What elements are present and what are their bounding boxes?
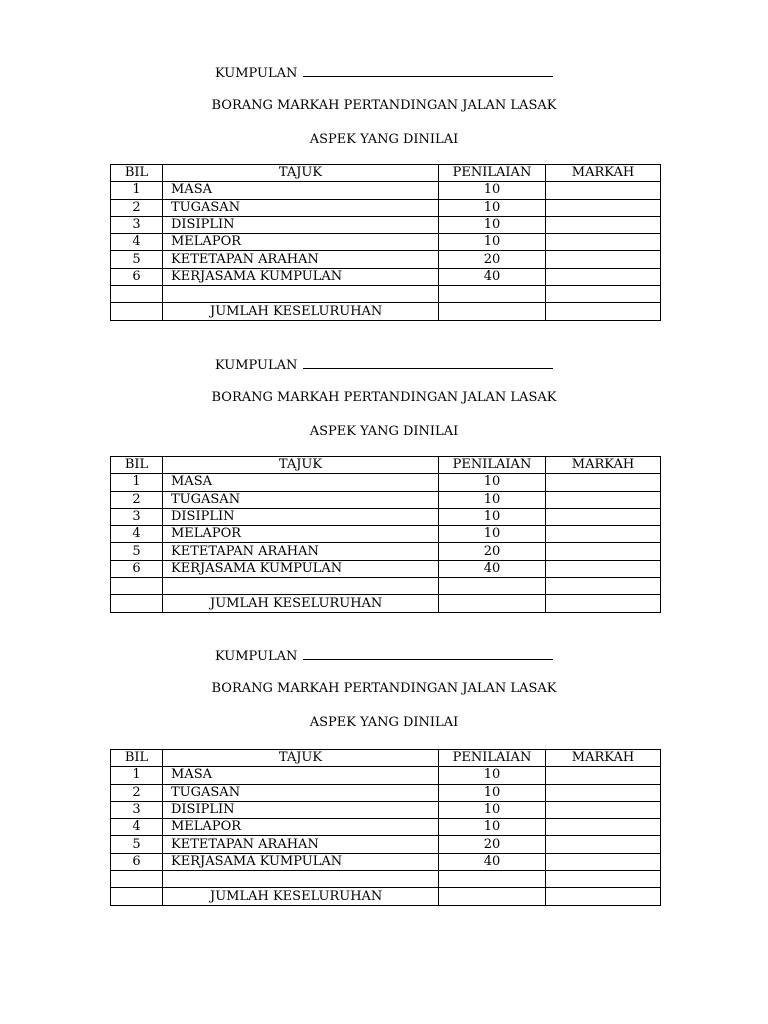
table-row (111, 268, 661, 285)
table-row (111, 216, 661, 233)
cell-markah[interactable] (546, 767, 661, 784)
cell-bil: 5 (111, 543, 163, 560)
cell-bil: 3 (111, 216, 163, 233)
cell-tajuk: DISIPLIN (163, 216, 439, 233)
cell-tajuk: MASA (163, 182, 439, 199)
header-tajuk: TAJUK (163, 457, 439, 474)
table-row (111, 767, 661, 784)
group-line (215, 647, 553, 665)
blank-cell[interactable] (546, 286, 661, 303)
group-name-blank[interactable] (303, 64, 553, 77)
cell-penilaian: 10 (439, 182, 546, 199)
cell-markah[interactable] (546, 182, 661, 199)
table-row (111, 234, 661, 251)
header-tajuk: TAJUK (163, 750, 439, 767)
cell-bil: 2 (111, 784, 163, 801)
cell-penilaian: 10 (439, 234, 546, 251)
header-penilaian: PENILAIAN (439, 750, 546, 767)
cell-tajuk: KERJASAMA KUMPULAN (163, 853, 439, 870)
cell-markah[interactable] (546, 234, 661, 251)
cell-bil: 1 (111, 767, 163, 784)
cell-bil: 4 (111, 819, 163, 836)
blank-cell (111, 286, 163, 303)
cell-tajuk: KETETAPAN ARAHAN (163, 543, 439, 560)
cell-bil: 1 (111, 474, 163, 491)
group-name-blank[interactable] (303, 647, 553, 660)
header-penilaian: PENILAIAN (439, 165, 546, 182)
cell-bil: 6 (111, 268, 163, 285)
total-penilaian-cell (439, 595, 546, 612)
score-table (110, 749, 661, 906)
blank-cell (439, 578, 546, 595)
cell-markah[interactable] (546, 199, 661, 216)
cell-tajuk: MELAPOR (163, 234, 439, 251)
blank-cell (111, 303, 163, 320)
cell-penilaian: 10 (439, 491, 546, 508)
header-bil: BIL (111, 165, 163, 182)
group-label: KUMPULAN (215, 358, 298, 373)
total-label: JUMLAH KESELURUHAN (163, 303, 439, 320)
cell-penilaian: 10 (439, 508, 546, 525)
score-table (110, 164, 661, 321)
blank-cell (163, 286, 439, 303)
table-row (111, 251, 661, 268)
header-bil: BIL (111, 457, 163, 474)
blank-row (111, 578, 661, 595)
cell-penilaian: 10 (439, 819, 546, 836)
cell-tajuk: TUGASAN (163, 784, 439, 801)
total-row (111, 888, 661, 905)
cell-tajuk: TUGASAN (163, 491, 439, 508)
table-row (111, 784, 661, 801)
cell-bil: 3 (111, 801, 163, 818)
table-row (111, 491, 661, 508)
cell-bil: 6 (111, 853, 163, 870)
total-markah-cell[interactable] (546, 888, 661, 905)
form-title: BORANG MARKAH PERTANDINGAN JALAN LASAK (211, 390, 557, 405)
cell-markah[interactable] (546, 560, 661, 577)
group-label: KUMPULAN (215, 66, 298, 81)
cell-penilaian: 10 (439, 801, 546, 818)
header-penilaian: PENILAIAN (439, 457, 546, 474)
cell-penilaian: 40 (439, 853, 546, 870)
total-penilaian-cell (439, 303, 546, 320)
cell-penilaian: 10 (439, 216, 546, 233)
cell-tajuk: DISIPLIN (163, 508, 439, 525)
cell-tajuk: KETETAPAN ARAHAN (163, 251, 439, 268)
table-row (111, 819, 661, 836)
cell-bil: 1 (111, 182, 163, 199)
table-row (111, 560, 661, 577)
score-table (110, 456, 661, 613)
cell-markah[interactable] (546, 508, 661, 525)
total-penilaian-cell (439, 888, 546, 905)
cell-bil: 5 (111, 836, 163, 853)
blank-cell (111, 871, 163, 888)
table-row (111, 474, 661, 491)
table-row (111, 543, 661, 560)
blank-cell (111, 888, 163, 905)
cell-penilaian: 20 (439, 543, 546, 560)
cell-markah[interactable] (546, 491, 661, 508)
cell-bil: 3 (111, 508, 163, 525)
total-label: JUMLAH KESELURUHAN (163, 888, 439, 905)
cell-bil: 2 (111, 199, 163, 216)
cell-tajuk: MELAPOR (163, 526, 439, 543)
table-row (111, 801, 661, 818)
cell-tajuk: KERJASAMA KUMPULAN (163, 268, 439, 285)
table-header-row (111, 750, 661, 767)
cell-bil: 2 (111, 491, 163, 508)
cell-tajuk: KERJASAMA KUMPULAN (163, 560, 439, 577)
group-name-blank[interactable] (303, 356, 553, 369)
blank-cell (111, 595, 163, 612)
blank-row (111, 871, 661, 888)
header-markah: MARKAH (546, 165, 661, 182)
cell-penilaian: 40 (439, 560, 546, 577)
cell-penilaian: 10 (439, 199, 546, 216)
blank-cell[interactable] (546, 578, 661, 595)
table-row (111, 853, 661, 870)
form-subtitle: ASPEK YANG DINILAI (309, 715, 459, 730)
blank-cell (111, 578, 163, 595)
blank-cell (439, 286, 546, 303)
blank-cell (163, 578, 439, 595)
cell-markah[interactable] (546, 543, 661, 560)
cell-markah[interactable] (546, 853, 661, 870)
cell-markah[interactable] (546, 268, 661, 285)
cell-penilaian: 40 (439, 268, 546, 285)
cell-penilaian: 20 (439, 251, 546, 268)
table-header-row (111, 457, 661, 474)
total-markah-cell[interactable] (546, 595, 661, 612)
group-line (215, 356, 553, 374)
cell-markah[interactable] (546, 801, 661, 818)
cell-markah[interactable] (546, 474, 661, 491)
cell-penilaian: 10 (439, 784, 546, 801)
table-row (111, 526, 661, 543)
cell-bil: 5 (111, 251, 163, 268)
group-line (215, 64, 553, 82)
blank-cell (439, 871, 546, 888)
cell-penilaian: 10 (439, 767, 546, 784)
cell-tajuk: KETETAPAN ARAHAN (163, 836, 439, 853)
form-title: BORANG MARKAH PERTANDINGAN JALAN LASAK (211, 98, 557, 113)
blank-cell (163, 871, 439, 888)
header-tajuk: TAJUK (163, 165, 439, 182)
cell-penilaian: 10 (439, 474, 546, 491)
cell-bil: 6 (111, 560, 163, 577)
cell-markah[interactable] (546, 784, 661, 801)
cell-penilaian: 20 (439, 836, 546, 853)
cell-markah[interactable] (546, 819, 661, 836)
header-markah: MARKAH (546, 750, 661, 767)
table-row (111, 836, 661, 853)
cell-markah[interactable] (546, 251, 661, 268)
blank-cell[interactable] (546, 871, 661, 888)
form-subtitle: ASPEK YANG DINILAI (309, 424, 459, 439)
cell-penilaian: 10 (439, 526, 546, 543)
cell-tajuk: MASA (163, 767, 439, 784)
cell-tajuk: TUGASAN (163, 199, 439, 216)
group-label: KUMPULAN (215, 649, 298, 664)
header-markah: MARKAH (546, 457, 661, 474)
header-bil: BIL (111, 750, 163, 767)
total-row (111, 303, 661, 320)
cell-bil: 4 (111, 526, 163, 543)
table-row (111, 508, 661, 525)
table-row (111, 199, 661, 216)
total-markah-cell[interactable] (546, 303, 661, 320)
cell-markah[interactable] (546, 526, 661, 543)
total-label: JUMLAH KESELURUHAN (163, 595, 439, 612)
cell-tajuk: MASA (163, 474, 439, 491)
form-subtitle: ASPEK YANG DINILAI (309, 132, 459, 147)
blank-row (111, 286, 661, 303)
cell-markah[interactable] (546, 836, 661, 853)
cell-markah[interactable] (546, 216, 661, 233)
form-title: BORANG MARKAH PERTANDINGAN JALAN LASAK (211, 681, 557, 696)
table-header-row (111, 165, 661, 182)
table-row (111, 182, 661, 199)
cell-tajuk: MELAPOR (163, 819, 439, 836)
cell-bil: 4 (111, 234, 163, 251)
total-row (111, 595, 661, 612)
cell-tajuk: DISIPLIN (163, 801, 439, 818)
